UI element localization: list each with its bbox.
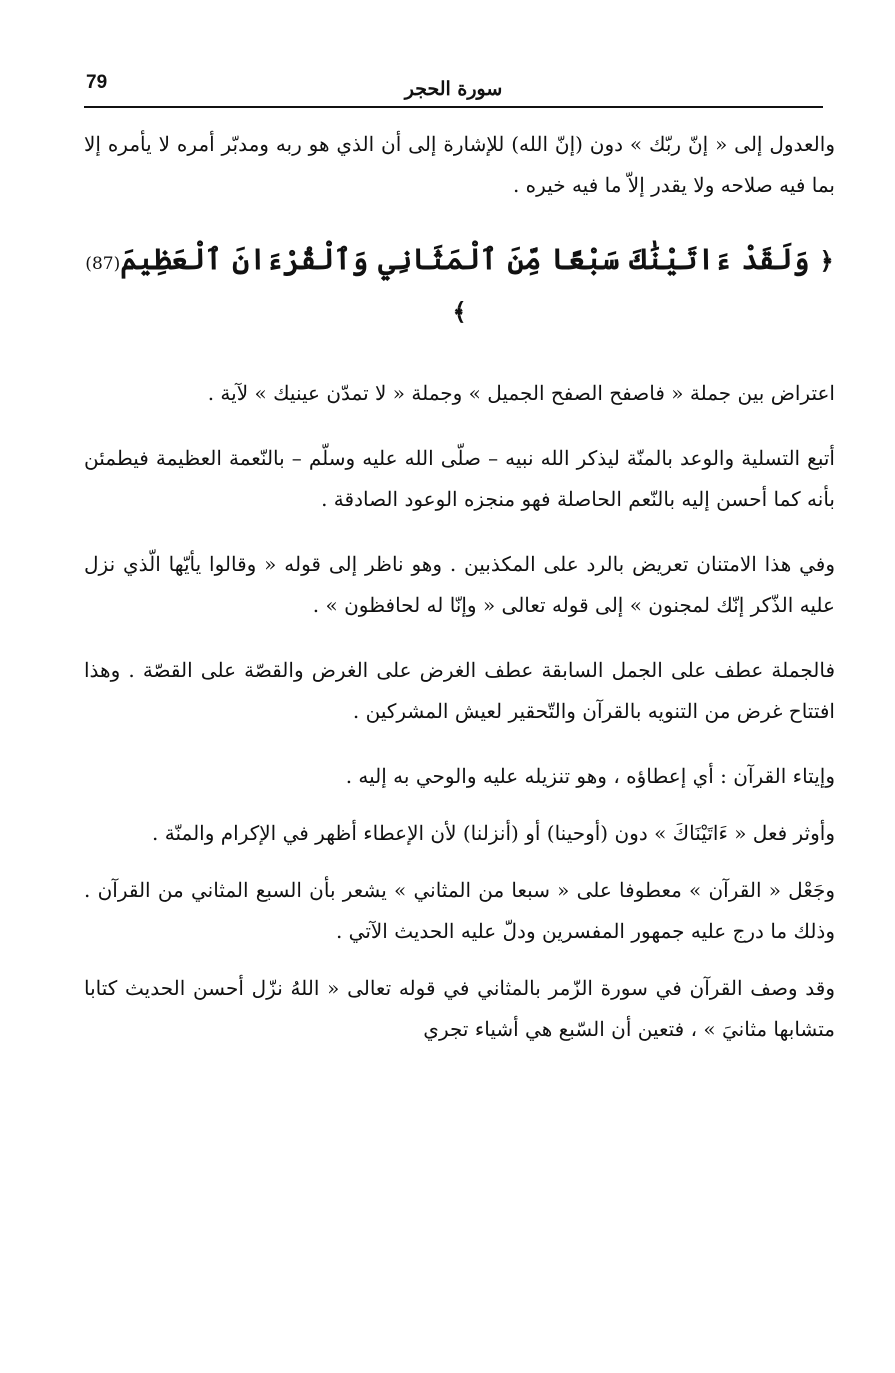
paragraph-5: فالجملة عطف على الجمل السابقة عطف الغرض على الغرض والقصّة على القصّة . وهذا افتتاح غرض من التنويه بالقرآن والتّحقير لعيش المشركين . xyxy=(84,658,835,723)
page-header xyxy=(84,70,823,108)
paragraph-2: اعتراض بين جملة « فاصفح الصفح الجميل » وجملة « لا تمدّن عينيك » لآية . xyxy=(207,381,835,405)
page-number: 79 xyxy=(86,72,108,93)
paragraph-3: أتبع التسلية والوعد بالمنّة ليذكر الله نبيه – صلّى الله عليه وسلّم – بالنّعمة العظيمة فيطمئن بأنه كما أحسن إليه بالنّعم الحاصلة فهو منجزه الوعود الصادقة . xyxy=(84,446,835,511)
verse-open-bracket: ﴿ xyxy=(819,246,834,275)
paragraph-6: وإيتاء القرآن : أي إعطاؤه ، وهو تنزيله عليه والوحي به إليه . xyxy=(345,764,835,788)
verse-number: (87) xyxy=(85,254,121,274)
paragraph-8: وجَعْل « القرآن » معطوفا على « سبعا من المثاني » يشعر بأن السبع المثاني من القرآن . وذلك ما درج عليه جمهور المفسرين ودلّ عليه الحديث الآتي . xyxy=(84,878,835,943)
paragraph-1: والعدول إلى « إنّ ربّك » دون (إنّ الله) للإشارة إلى أن الذي هو ربه ومدبّر أمره لا يأمره إلا بما فيه صلاحه ولا يقدر إلاّ ما فيه خيره . xyxy=(84,132,835,197)
paragraph-9: وقد وصف القرآن في سورة الزّمر بالمثاني في قوله تعالى « اللهُ نزّل أحسن الحديث كتابا متشابها مثانيَ » ، فتعين أن السّبع هي أشياء تجري xyxy=(84,976,835,1041)
verse-close-bracket: ﴾ xyxy=(452,297,467,326)
quran-verse xyxy=(84,236,835,335)
paragraph-4: وفي هذا الامتنان تعريض بالرد على المكذبين . وهو ناظر إلى قوله « وقالوا يأيّها الّذي نزل عليه الذّكر إنّك لمجنون » إلى قوله تعالى « وإنّا له لحافظون » . xyxy=(84,552,835,617)
running-title: سورة الحجر xyxy=(404,78,503,100)
verse-text: وَلَقَدْ ءَاتَيْنَٰكَ سَبْعًا مِّنَ ٱلْمَثَانِي وَٱلْقُرْءَانَ ٱلْعَظِيمَ xyxy=(120,242,810,276)
body-text xyxy=(84,124,835,1074)
paragraph-7: وأوثر فعل « ءَاتَيْنَاكَ » دون (أوحينا) أو (أنزلنا) لأن الإعطاء أظهر في الإكرام والمنّة . xyxy=(152,821,835,845)
